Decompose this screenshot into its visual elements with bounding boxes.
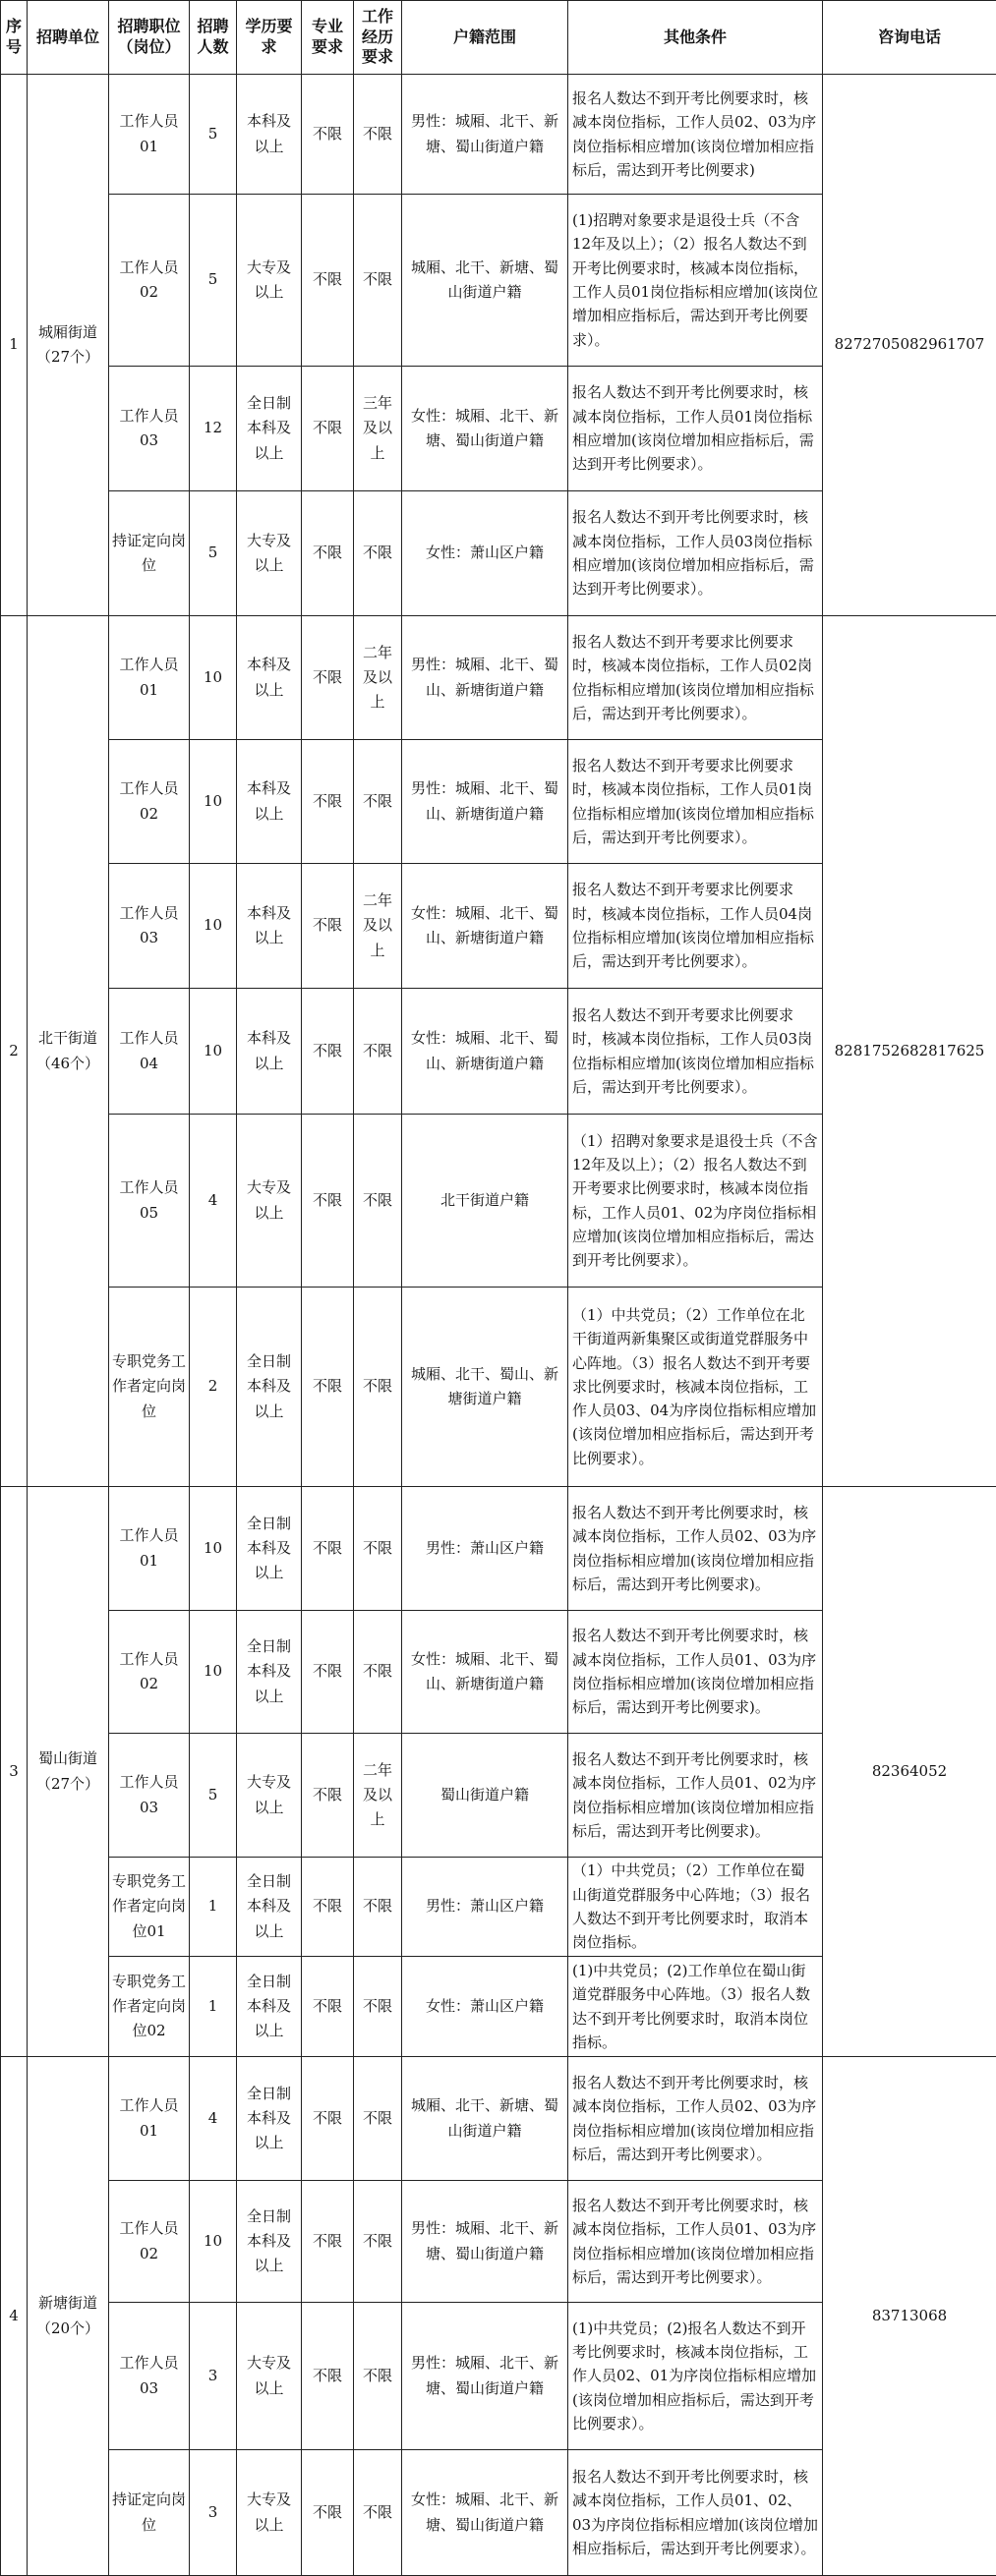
- position-major: 不限: [302, 1734, 354, 1858]
- position-conditions: (1)中共党员；(2)报名人数达不到开考比例要求时，核减本岗位指标，工作人员02、01为序岗位指标相应增加(该岗位增加相应指标后，需达到开考比例要求）。: [568, 2303, 823, 2450]
- position-count: 2: [190, 1288, 237, 1487]
- position-education: 本科及以上: [237, 75, 302, 195]
- header-hukou: 户籍范围: [402, 1, 568, 75]
- position-major: 不限: [302, 2303, 354, 2450]
- position-conditions: 报名人数达不到开考要求比例要求时，核减本岗位指标，工作人员03岗位指标相应增加(该岗位增加相应指标后，需达到开考比例要求）。: [568, 989, 823, 1115]
- position-education: 大专及以上: [237, 195, 302, 367]
- header-position: 招聘职位（岗位）: [109, 1, 190, 75]
- position-count: 10: [190, 2181, 237, 2303]
- position-conditions: 报名人数达不到开考比例要求时，核减本岗位指标，工作人员01、03为序岗位指标相应增加(该岗位增加相应指标后，需达到开考比例要求)。: [568, 1611, 823, 1734]
- position-conditions: 报名人数达不到开考比例要求时，核减本岗位指标，工作人员01、02为序岗位指标相应增加(该岗位增加相应指标后，需达到开考比例要求)。: [568, 1734, 823, 1858]
- position-conditions: （1）中共党员；（2）工作单位在蜀山街道党群服务中心阵地；（3）报名人数达不到开考比例要求时，取消本岗位指标。: [568, 1858, 823, 1957]
- position-hukou: 男性：城厢、北干、新塘、蜀山街道户籍: [402, 75, 568, 195]
- position-title: 专职党务工作者定向岗位: [109, 1288, 190, 1487]
- position-experience: 不限: [354, 1288, 402, 1487]
- position-hukou: 男性：萧山区户籍: [402, 1858, 568, 1957]
- position-title: 工作人员03: [109, 2303, 190, 2450]
- unit-name: 蜀山街道（27个）: [28, 1487, 109, 2057]
- position-conditions: (1)中共党员；(2)工作单位在蜀山街道党群服务中心阵地。（3）报名人数达不到开考比例要求时，取消本岗位指标。: [568, 1957, 823, 2057]
- position-hukou: 女性：城厢、北干、蜀山、新塘街道户籍: [402, 864, 568, 989]
- table-row: [1, 1487, 996, 1611]
- position-count: 12: [190, 367, 237, 491]
- header-unit: 招聘单位: [28, 1, 109, 75]
- position-education: 大专及以上: [237, 2303, 302, 2450]
- position-experience: 不限: [354, 195, 402, 367]
- position-education: 全日制本科及以上: [237, 1957, 302, 2057]
- position-education: 本科及以上: [237, 864, 302, 989]
- position-major: 不限: [302, 367, 354, 491]
- header-experience: 工作经历要求: [354, 1, 402, 75]
- unit-seq: 4: [1, 2057, 28, 2576]
- unit-phone: 82364052: [823, 1487, 996, 2057]
- header-phone: 咨询电话: [823, 1, 996, 75]
- position-major: 不限: [302, 2450, 354, 2576]
- position-title: 工作人员03: [109, 1734, 190, 1858]
- position-title: 工作人员03: [109, 864, 190, 989]
- position-title: 工作人员02: [109, 1611, 190, 1734]
- position-title: 专职党务工作者定向岗位02: [109, 1957, 190, 2057]
- position-education: 大专及以上: [237, 491, 302, 616]
- position-education: 全日制本科及以上: [237, 2181, 302, 2303]
- position-experience: 不限: [354, 2057, 402, 2181]
- position-title: 工作人员02: [109, 2181, 190, 2303]
- position-count: 4: [190, 2057, 237, 2181]
- position-education: 本科及以上: [237, 616, 302, 740]
- header-row: [1, 1, 996, 75]
- position-conditions: 报名人数达不到开考比例要求时，核减本岗位指标，工作人员03岗位指标相应增加(该岗位增加相应指标后，需达到开考比例要求）。: [568, 491, 823, 616]
- position-major: 不限: [302, 1487, 354, 1611]
- position-education: 全日制本科及以上: [237, 1288, 302, 1487]
- position-major: 不限: [302, 195, 354, 367]
- position-experience: 不限: [354, 1611, 402, 1734]
- position-major: 不限: [302, 864, 354, 989]
- table-row: [1, 75, 996, 195]
- position-conditions: 报名人数达不到开考比例要求时，核减本岗位指标，工作人员01、03为序岗位指标相应增加(该岗位增加相应指标后，需达到开考比例要求）。: [568, 2181, 823, 2303]
- position-conditions: （1）中共党员；（2）工作单位在北干街道两新集聚区或街道党群服务中心阵地。（3）报名人数达不到开考要求比例要求时，核减本岗位指标，工作人员03、04为序岗位指标相应增加(该岗位增加相应指标后，需达到开考比例要求）。: [568, 1288, 823, 1487]
- position-experience: 不限: [354, 740, 402, 864]
- position-experience: 不限: [354, 2181, 402, 2303]
- position-education: 本科及以上: [237, 989, 302, 1115]
- position-experience: 不限: [354, 491, 402, 616]
- position-experience: 三年及以上: [354, 367, 402, 491]
- unit-name: 城厢街道（27个）: [28, 75, 109, 616]
- unit-name: 北干街道（46个）: [28, 616, 109, 1487]
- position-major: 不限: [302, 740, 354, 864]
- position-count: 10: [190, 989, 237, 1115]
- position-experience: 不限: [354, 2450, 402, 2576]
- position-major: 不限: [302, 1611, 354, 1734]
- position-hukou: 男性：城厢、北干、蜀山、新塘街道户籍: [402, 740, 568, 864]
- position-title: 工作人员01: [109, 2057, 190, 2181]
- position-major: 不限: [302, 491, 354, 616]
- position-hukou: 女性：萧山区户籍: [402, 1957, 568, 2057]
- position-experience: 不限: [354, 2303, 402, 2450]
- position-title: 专职党务工作者定向岗位01: [109, 1858, 190, 1957]
- position-title: 工作人员02: [109, 740, 190, 864]
- position-education: 大专及以上: [237, 1115, 302, 1288]
- position-hukou: 女性：萧山区户籍: [402, 491, 568, 616]
- header-conditions: 其他条件: [568, 1, 823, 75]
- position-experience: 不限: [354, 1957, 402, 2057]
- position-conditions: 报名人数达不到开考比例要求时，核减本岗位指标，工作人员02、03为序岗位指标相应增加(该岗位增加相应指标后，需达到开考比例要求）。: [568, 2057, 823, 2181]
- position-major: 不限: [302, 989, 354, 1115]
- position-count: 3: [190, 2303, 237, 2450]
- position-hukou: 男性：萧山区户籍: [402, 1487, 568, 1611]
- position-major: 不限: [302, 2057, 354, 2181]
- position-hukou: 女性：城厢、北干、新塘、蜀山街道户籍: [402, 2450, 568, 2576]
- position-experience: 不限: [354, 1858, 402, 1957]
- position-hukou: 男性：城厢、北干、蜀山、新塘街道户籍: [402, 616, 568, 740]
- position-major: 不限: [302, 616, 354, 740]
- position-count: 3: [190, 2450, 237, 2576]
- position-hukou: 女性：城厢、北干、新塘、蜀山街道户籍: [402, 367, 568, 491]
- header-education: 学历要求: [237, 1, 302, 75]
- position-hukou: 城厢、北干、新塘、蜀山街道户籍: [402, 2057, 568, 2181]
- position-experience: 不限: [354, 1115, 402, 1288]
- position-conditions: 报名人数达不到开考要求比例要求时，核减本岗位指标，工作人员01岗位指标相应增加(该岗位增加相应指标后，需达到开考比例要求）。: [568, 740, 823, 864]
- position-hukou: 蜀山街道户籍: [402, 1734, 568, 1858]
- header-count: 招聘人数: [190, 1, 237, 75]
- position-count: 10: [190, 616, 237, 740]
- position-major: 不限: [302, 1115, 354, 1288]
- position-count: 10: [190, 1611, 237, 1734]
- position-hukou: 女性：城厢、北干、蜀山、新塘街道户籍: [402, 989, 568, 1115]
- position-education: 大专及以上: [237, 1734, 302, 1858]
- position-education: 全日制本科及以上: [237, 367, 302, 491]
- position-conditions: (1)招聘对象要求是退役士兵（不含12年及以上）；（2）报名人数达不到开考比例要求时，核减本岗位指标，工作人员01岗位指标相应增加(该岗位增加相应指标后，需达到开考比例要求）。: [568, 195, 823, 367]
- unit-seq: 3: [1, 1487, 28, 2057]
- position-major: 不限: [302, 1288, 354, 1487]
- position-count: 10: [190, 864, 237, 989]
- position-title: 工作人员01: [109, 75, 190, 195]
- position-count: 1: [190, 1858, 237, 1957]
- position-experience: 二年及以上: [354, 1734, 402, 1858]
- position-experience: 不限: [354, 989, 402, 1115]
- unit-phone: 82727050829617​07: [823, 75, 996, 616]
- position-experience: 二年及以上: [354, 864, 402, 989]
- position-hukou: 城厢、北干、蜀山、新塘街道户籍: [402, 1288, 568, 1487]
- position-title: 工作人员04: [109, 989, 190, 1115]
- position-hukou: 男性：城厢、北干、新塘、蜀山街道户籍: [402, 2303, 568, 2450]
- header-major: 专业要求: [302, 1, 354, 75]
- unit-seq: 2: [1, 616, 28, 1487]
- position-major: 不限: [302, 1858, 354, 1957]
- unit-seq: 1: [1, 75, 28, 616]
- position-conditions: 报名人数达不到开考要求比例要求时，核减本岗位指标，工作人员04岗位指标相应增加(该岗位增加相应指标后，需达到开考比例要求）。: [568, 864, 823, 989]
- position-major: 不限: [302, 75, 354, 195]
- position-hukou: 女性：城厢、北干、蜀山、新塘街道户籍: [402, 1611, 568, 1734]
- header-seq: 序号: [1, 1, 28, 75]
- position-conditions: 报名人数达不到开考比例要求时，核减本岗位指标，工作人员01岗位指标相应增加(该岗位增加相应指标后，需达到开考比例要求）。: [568, 367, 823, 491]
- position-title: 工作人员01: [109, 616, 190, 740]
- position-education: 全日制本科及以上: [237, 1611, 302, 1734]
- position-count: 1: [190, 1957, 237, 2057]
- table-row: [1, 2057, 996, 2181]
- position-education: 全日制本科及以上: [237, 1858, 302, 1957]
- position-count: 5: [190, 195, 237, 367]
- position-title: 工作人员03: [109, 367, 190, 491]
- position-count: 4: [190, 1115, 237, 1288]
- position-conditions: 报名人数达不到开考要求比例要求时，核减本岗位指标，工作人员02岗位指标相应增加(该岗位增加相应指标后，需达到开考比例要求）。: [568, 616, 823, 740]
- position-count: 5: [190, 491, 237, 616]
- position-conditions: 报名人数达不到开考比例要求时，核减本岗位指标，工作人员01、02、03为序岗位指标相应增加(该岗位增加相应指标后，需达到开考比例要求）。: [568, 2450, 823, 2576]
- position-experience: 不限: [354, 1487, 402, 1611]
- position-education: 本科及以上: [237, 740, 302, 864]
- position-experience: 不限: [354, 75, 402, 195]
- position-major: 不限: [302, 2181, 354, 2303]
- position-hukou: 北干街道户籍: [402, 1115, 568, 1288]
- position-hukou: 城厢、北干、新塘、蜀山街道户籍: [402, 195, 568, 367]
- position-title: 工作人员01: [109, 1487, 190, 1611]
- unit-phone: 83713068: [823, 2057, 996, 2576]
- position-count: 5: [190, 1734, 237, 1858]
- position-conditions: （1）招聘对象要求是退役士兵（不含12年及以上）；（2）报名人数达不到开考要求比例要求时，核减本岗位指标，工作人员01、02为序岗位指标相应增加(该岗位增加相应指标后，需达到开考比例要求）。: [568, 1115, 823, 1288]
- position-hukou: 男性：城厢、北干、新塘、蜀山街道户籍: [402, 2181, 568, 2303]
- unit-name: 新塘街道（20个）: [28, 2057, 109, 2576]
- position-conditions: 报名人数达不到开考比例要求时，核减本岗位指标，工作人员02、03为序岗位指标相应增加(该岗位增加相应指标后，需达到开考比例要求)。: [568, 1487, 823, 1611]
- table-row: [1, 616, 996, 740]
- position-major: 不限: [302, 1957, 354, 2057]
- position-education: 全日制本科及以上: [237, 2057, 302, 2181]
- position-conditions: 报名人数达不到开考比例要求时，核减本岗位指标，工作人员02、03为序岗位指标相应增加(该岗位增加相应指标后，需达到开考比例要求): [568, 75, 823, 195]
- position-education: 全日制本科及以上: [237, 1487, 302, 1611]
- position-title: 工作人员05: [109, 1115, 190, 1288]
- position-title: 持证定向岗位: [109, 2450, 190, 2576]
- position-count: 10: [190, 740, 237, 864]
- position-experience: 二年及以上: [354, 616, 402, 740]
- position-count: 5: [190, 75, 237, 195]
- position-title: 工作人员02: [109, 195, 190, 367]
- position-education: 大专及以上: [237, 2450, 302, 2576]
- position-count: 10: [190, 1487, 237, 1611]
- position-title: 持证定向岗位: [109, 491, 190, 616]
- unit-phone: 82817526828176​25: [823, 616, 996, 1487]
